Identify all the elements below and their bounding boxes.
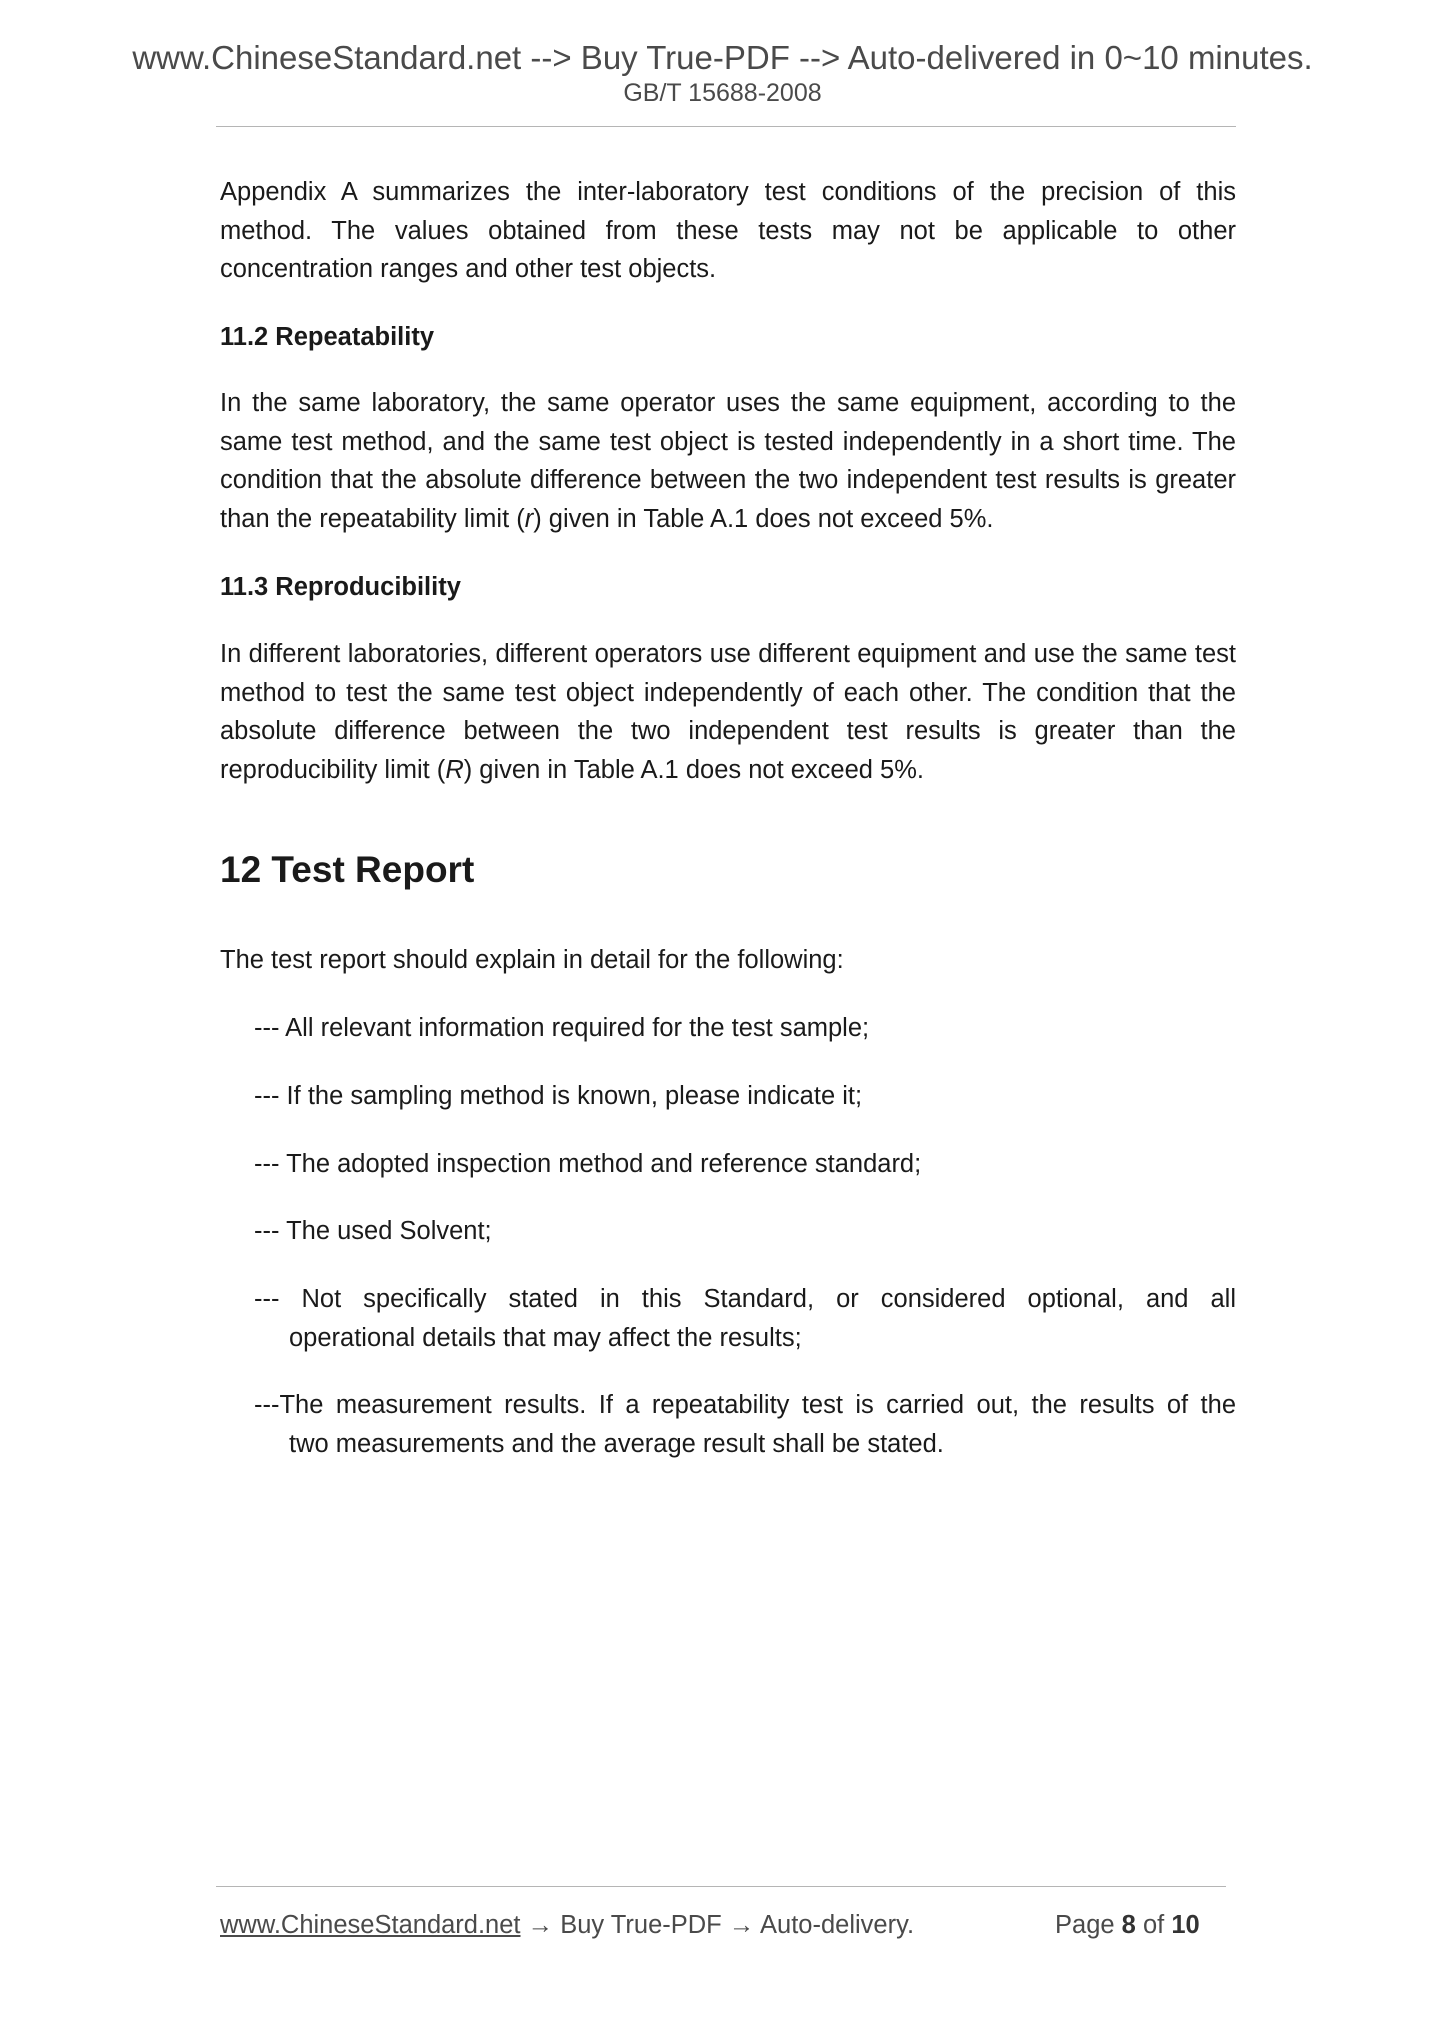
reproducibility-text: In different laboratories, different operators use different equipment and use the same test method to test the same test object independently of each other. The condition that the absolute difference between the two independent test results is greater than the reproducibility limit ( bbox=[220, 640, 1236, 784]
word: specifically bbox=[363, 1285, 487, 1313]
section-12-heading: 12 Test Report bbox=[220, 849, 475, 890]
word: test bbox=[801, 1391, 843, 1419]
word: and bbox=[1145, 1285, 1189, 1313]
footer-site-link[interactable]: www.ChineseStandard.net bbox=[220, 1911, 521, 1939]
report-item-line bbox=[254, 1280, 1236, 1319]
word: all bbox=[1210, 1285, 1236, 1313]
word: a bbox=[625, 1391, 640, 1419]
word: of bbox=[1166, 1391, 1189, 1419]
word: If bbox=[598, 1391, 613, 1419]
top-banner: www.ChineseStandard.net --> Buy True-PDF --> Auto-delivered in 0~10 minutes. bbox=[132, 39, 1313, 76]
report-item: --- If the sampling method is known, please indicate it; bbox=[254, 1082, 863, 1110]
word: out, bbox=[976, 1391, 1020, 1419]
page-number: 8 bbox=[1121, 1911, 1136, 1939]
of-label: of bbox=[1142, 1911, 1165, 1939]
page-label: Page bbox=[1055, 1911, 1115, 1939]
report-item-line bbox=[254, 1386, 1236, 1425]
word: or bbox=[836, 1285, 859, 1313]
word: the bbox=[1200, 1391, 1236, 1419]
word: Not bbox=[301, 1285, 342, 1313]
word: stated bbox=[508, 1285, 578, 1313]
reproducibility-symbol: R bbox=[445, 755, 464, 784]
footer-buy-text: Buy True-PDF bbox=[560, 1911, 722, 1939]
arrow-right-icon: → bbox=[527, 1911, 554, 1939]
word: this bbox=[641, 1285, 682, 1313]
word: measurement bbox=[335, 1391, 492, 1419]
word: results bbox=[1079, 1391, 1155, 1419]
report-item bbox=[254, 1280, 1236, 1357]
report-item-continuation: operational details that may affect the results; bbox=[289, 1323, 802, 1352]
arrow-right-icon: → bbox=[728, 1911, 755, 1939]
word: repeatability bbox=[651, 1391, 790, 1419]
footer-delivery-text: Auto-delivery. bbox=[760, 1911, 915, 1939]
word: --- bbox=[254, 1285, 280, 1313]
repeatability-symbol: r bbox=[524, 504, 534, 533]
report-item-continuation: two measurements and the average result shall be stated. bbox=[289, 1429, 944, 1458]
intro-paragraph: Appendix A summarizes the inter-laboratory test conditions of the precision of this method. The values obtained from these tests may not be applicable to other concentration ranges and other test objects. bbox=[220, 178, 1236, 283]
test-report-intro: The test report should explain in detail for the following: bbox=[220, 946, 844, 974]
word: ---The bbox=[254, 1391, 324, 1419]
repeatability-text-end: ) given in Table A.1 does not exceed 5%. bbox=[533, 504, 994, 533]
footer-promo bbox=[220, 1907, 914, 1943]
footer-divider bbox=[216, 1886, 1226, 1887]
word: is bbox=[855, 1391, 874, 1419]
header-divider bbox=[216, 126, 1236, 127]
word: Standard, bbox=[703, 1285, 815, 1313]
section-11-2-heading: 11.2 Repeatability bbox=[220, 323, 435, 351]
word: the bbox=[1031, 1391, 1067, 1419]
page-total: 10 bbox=[1171, 1911, 1200, 1939]
word: results. bbox=[504, 1391, 587, 1419]
page-indicator bbox=[1055, 1907, 1200, 1943]
word: in bbox=[599, 1285, 620, 1313]
report-item bbox=[254, 1386, 1236, 1463]
word: carried bbox=[886, 1391, 965, 1419]
reproducibility-paragraph bbox=[220, 635, 1236, 789]
report-item: --- All relevant information required for the test sample; bbox=[254, 1014, 870, 1042]
report-item: --- The adopted inspection method and reference standard; bbox=[254, 1150, 922, 1178]
word: optional, bbox=[1027, 1285, 1124, 1313]
section-11-3-heading: 11.3 Reproducibility bbox=[220, 573, 461, 601]
word: considered bbox=[880, 1285, 1006, 1313]
report-item: --- The used Solvent; bbox=[254, 1217, 492, 1245]
standard-code: GB/T 15688-2008 bbox=[623, 79, 822, 107]
repeatability-text: In the same laboratory, the same operator uses the same equipment, according to the same test method, and the same test object is tested independently in a short time. The condition that the absolute difference between the two independent test results is greater than the repeatability limit ( bbox=[220, 389, 1236, 533]
reproducibility-text-end: ) given in Table A.1 does not exceed 5%. bbox=[463, 755, 924, 784]
repeatability-paragraph bbox=[220, 384, 1236, 538]
